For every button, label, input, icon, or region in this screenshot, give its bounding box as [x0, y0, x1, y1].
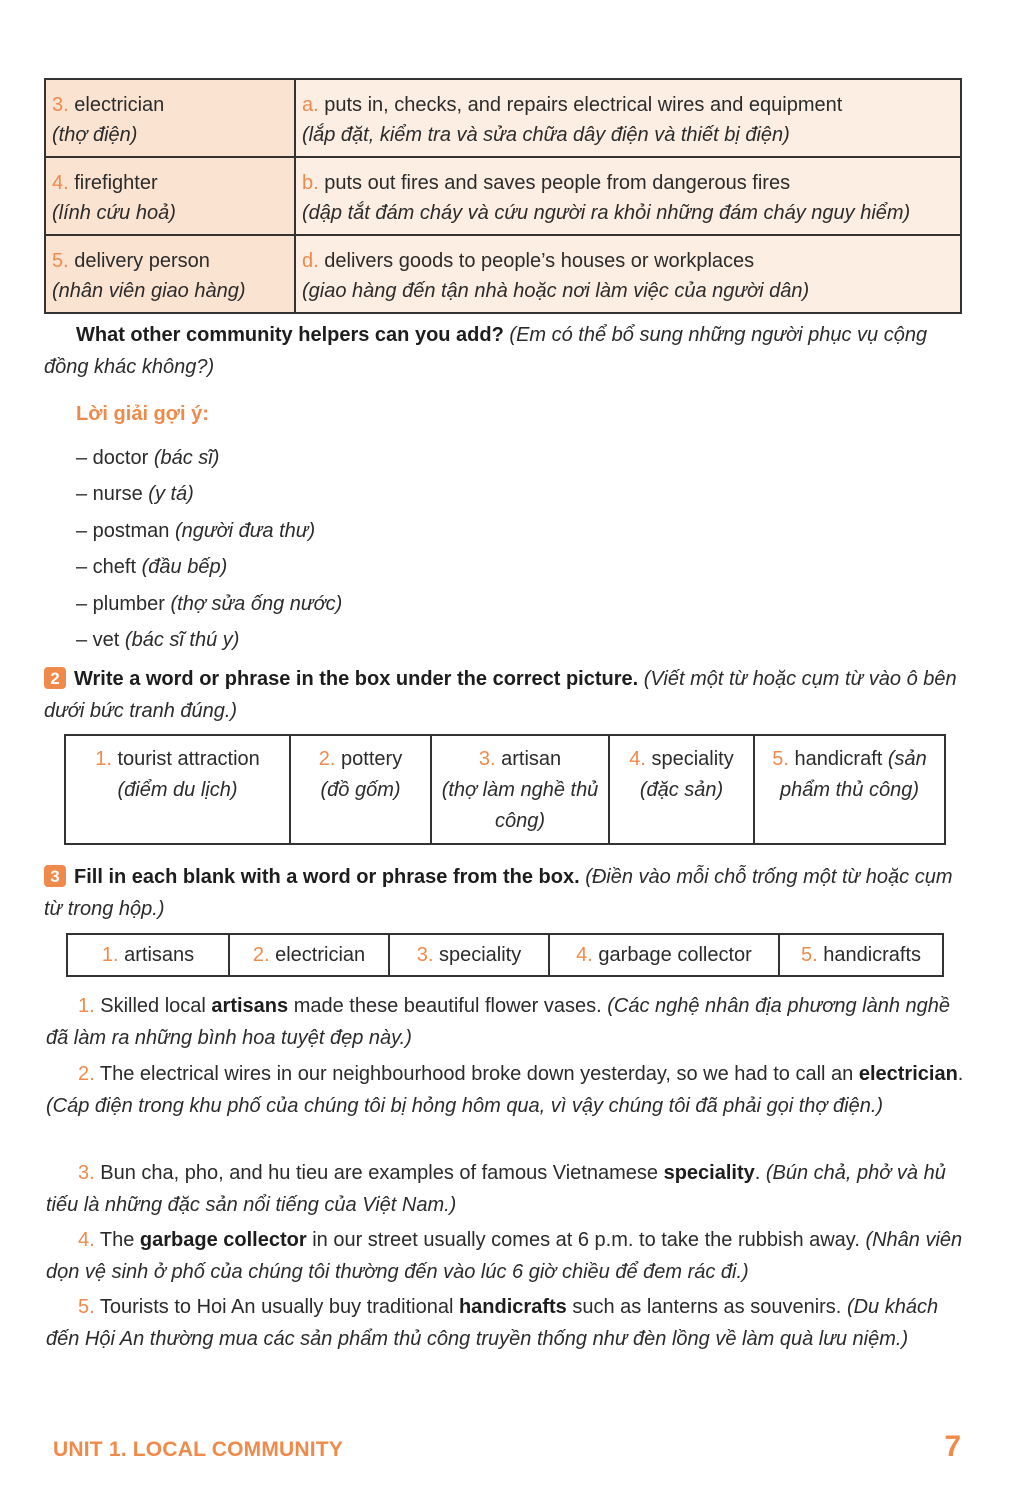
list-item: – nurse (y tá) [76, 483, 194, 506]
hint-title: Lời giải gợi ý: [76, 403, 209, 425]
helpers-list [76, 440, 342, 658]
word-box-cell: 2. electrician [229, 934, 389, 976]
table-row [45, 235, 961, 313]
page-number: 7 [944, 1430, 961, 1463]
answer-sentence: 4. The garbage collector in our street usually comes at 6 p.m. to take the rubbish away. (Nhân viên dọn vệ sinh ở phố của chúng tôi thường đến vào lúc 6 giờ chiều để đem rác đi.) [46, 1229, 963, 1283]
word-box-cell: 3. speciality [389, 934, 549, 976]
unit-footer: UNIT 1. LOCAL COMMUNITY [53, 1438, 344, 1461]
exercise-2-answer-table [64, 734, 946, 845]
list-item: – doctor (bác sĩ) [76, 447, 220, 469]
word-box-cell: 4. garbage collector [549, 934, 779, 976]
answer-cell: 4. speciality (đặc sản) [609, 735, 754, 844]
definition-cell: b. puts out fires and saves people from dangerous fires (dập tắt đám cháy và cứu người ra khỏi những đám cháy nguy hiểm) [295, 157, 961, 235]
answer-cell: 5. handicraft (sản phẩm thủ công) [754, 735, 945, 844]
definition-cell: a. puts in, checks, and repairs electrical wires and equipment (lắp đặt, kiểm tra và sửa chữa dây điện và thiết bị điện) [295, 79, 961, 157]
question-text: What other community helpers can you add? (Em có thể bổ sung những người phục vụ cộng đồng khác không?) [44, 324, 928, 378]
word-cell: 4. firefighter (lính cứu hoả) [45, 157, 295, 235]
exercise-number-badge: 2 [44, 667, 66, 689]
answer-sentence: 1. Skilled local artisans made these beautiful flower vases. (Các nghệ nhân địa phương lành nghề đã làm ra những bình hoa tuyệt đẹp này.) [46, 995, 951, 1049]
list-item: – postman (người đưa thư) [76, 519, 316, 542]
list-item: – cheft (đầu bếp) [76, 556, 228, 579]
answer-cell: 3. artisan (thợ làm nghề thủ công) [431, 735, 609, 844]
answer-cell: 1. tourist attraction (điểm du lịch) [65, 735, 290, 844]
word-cell: 3. electrician (thợ điện) [45, 79, 295, 157]
definition-cell: d. delivers goods to people’s houses or workplaces (giao hàng đến tận nhà hoặc nơi làm việc của người dân) [295, 235, 961, 313]
exercise-3-heading: 3 Fill in each blank with a word or phrase from the box. (Điền vào mỗi chỗ trống một từ hoặc cụm từ trong hộp.) [44, 866, 953, 920]
table-row [45, 79, 961, 157]
list-item: – plumber (thợ sửa ống nước) [76, 592, 343, 615]
answer-cell: 2. pottery (đồ gốm) [290, 735, 431, 844]
exercise-number-badge: 3 [44, 865, 66, 887]
table-row [65, 735, 945, 844]
answer-sentence: 2. The electrical wires in our neighbourhood broke down yesterday, so we had to call an electrician. (Cáp điện trong khu phố của chúng tôi bị hỏng hôm qua, vì vậy chúng tôi đã phải gọi thợ điện.) [46, 1063, 964, 1117]
table-row [45, 157, 961, 235]
exercise-2-heading: 2 Write a word or phrase in the box under the correct picture. (Viết một từ hoặc cụm từ vào ô bên dưới bức tranh đúng.) [44, 668, 957, 722]
word-box-table [66, 933, 944, 977]
answer-sentence: 3. Bun cha, pho, and hu tieu are examples of famous Vietnamese speciality. (Bún chả, phở và hủ tiếu là những đặc sản nổi tiếng của Việt Nam.) [46, 1162, 946, 1216]
word-cell: 5. delivery person (nhân viên giao hàng) [45, 235, 295, 313]
answer-sentence: 5. Tourists to Hoi An usually buy traditional handicrafts such as lanterns as souvenirs. (Du khách đến Hội An thường mua các sản phẩm thủ công truyền thống như đèn lồng về làm quà lưu niệm.) [46, 1296, 939, 1350]
table-row [67, 934, 943, 976]
word-box-cell: 5. handicrafts [779, 934, 943, 976]
list-item: – vet (bác sĩ thú y) [76, 628, 240, 651]
word-box-cell: 1. artisans [67, 934, 229, 976]
vocabulary-match-table [44, 78, 962, 314]
